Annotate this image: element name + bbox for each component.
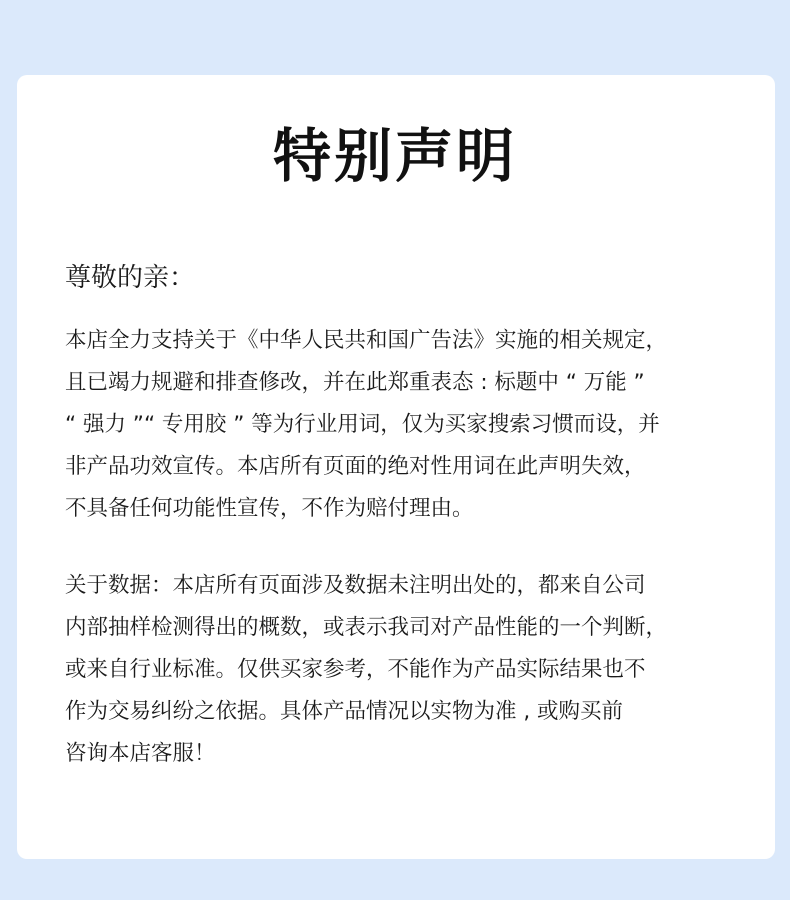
paragraph-line: 作为交易纠纷之依据。具体产品情况以实物为准 , 或购买前: [65, 699, 624, 724]
paragraph-line: “ 强力 ”“ 专用胶 ” 等为行业用词，仅为买家搜索习惯而设，并: [65, 412, 660, 437]
paragraph-line: 本店全力支持关于《中华人民共和国广告法》实施的相关规定，: [65, 328, 668, 353]
statement-paragraph-data: [65, 565, 745, 775]
paragraph-line: 关于数据：本店所有页面涉及数据未注明出处的，都来自公司: [65, 573, 646, 598]
paragraph-line: 内部抽样检测得出的概数，或表示我司对产品性能的一个判断，: [65, 615, 668, 640]
paragraph-line: 或来自行业标准。仅供买家参考，不能作为产品实际结果也不: [65, 657, 646, 682]
paragraph-line: 非产品功效宣传。本店所有页面的绝对性用词在此声明失效，: [65, 454, 646, 479]
paragraph-line: 且已竭力规避和排查修改，并在此郑重表态 : 标题中 “ 万能 ”: [65, 370, 645, 395]
paragraph-line: 不具备任何功能性宣传，不作为赔付理由。: [65, 496, 474, 521]
statement-paragraph-ad-law: [65, 320, 745, 530]
page-title: 特别声明: [272, 122, 517, 190]
paragraph-line: 咨询本店客服！: [65, 741, 216, 766]
greeting: 尊敬的亲：: [65, 263, 196, 293]
